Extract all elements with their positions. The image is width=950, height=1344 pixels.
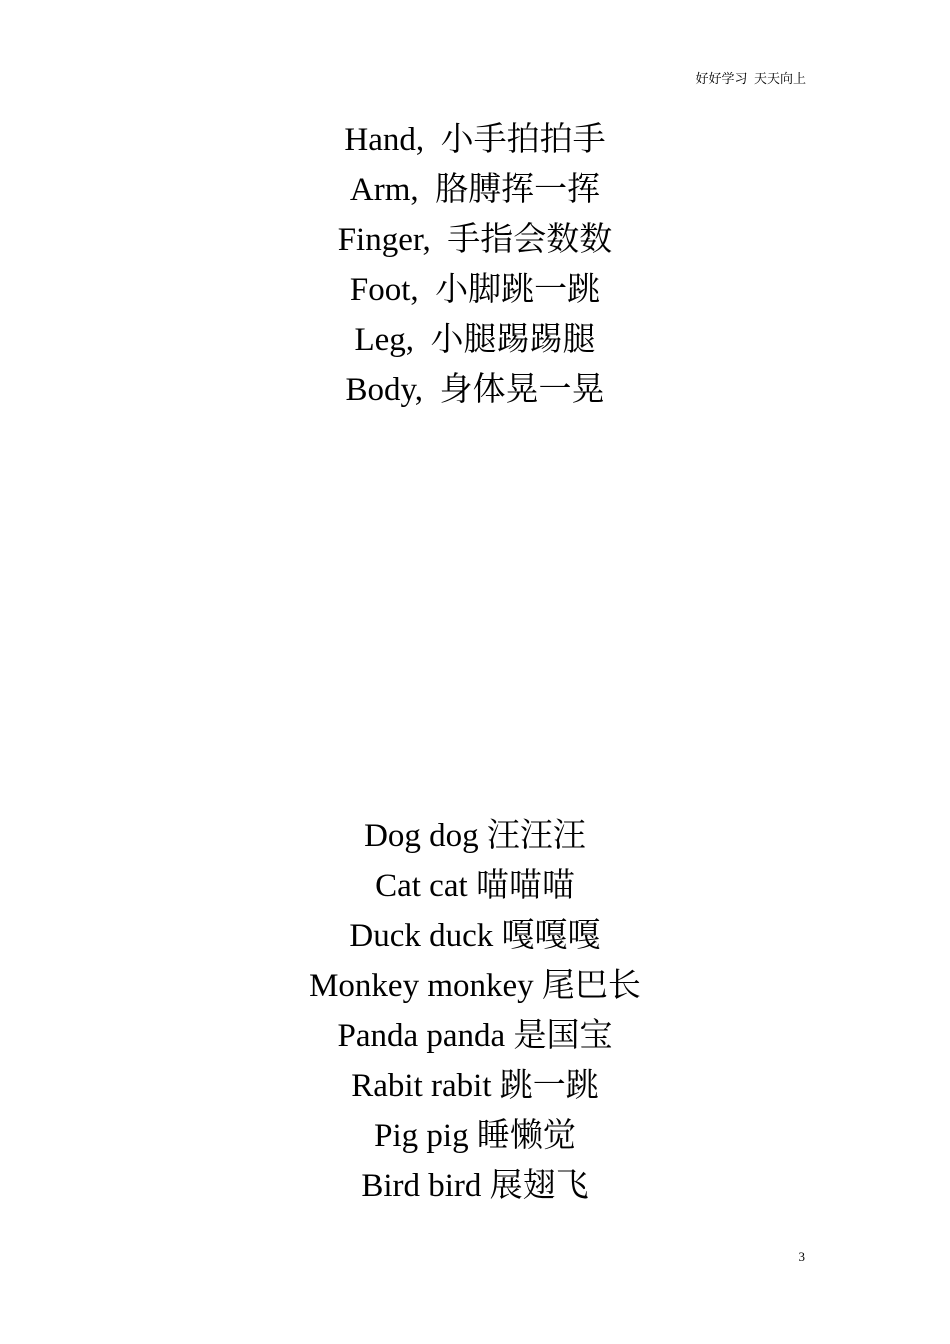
rhyme-line-pig: Pig pig 睡懒觉 [374, 1118, 576, 1154]
rhyme-line-arm: Arm, 胳膊挥一挥 [349, 172, 601, 208]
rhyme-line-duck: Duck duck 嘎嘎嘎 [349, 918, 601, 954]
rhyme-line-finger: Finger, 手指会数数 [337, 222, 613, 258]
rhyme-line-cat: Cat cat 喵喵喵 [375, 868, 575, 904]
rhyme-line-leg: Leg, 小腿踢踢腿 [354, 322, 596, 358]
rhyme-line-foot: Foot, 小脚跳一跳 [349, 272, 601, 308]
rhyme-line-monkey: Monkey monkey 尾巴长 [309, 968, 641, 1004]
body-parts-rhyme [0, 115, 950, 415]
animals-rhyme [0, 811, 950, 1211]
rhyme-line-dog: Dog dog 汪汪汪 [364, 818, 586, 854]
page-number: 3 [798, 1249, 805, 1264]
header-motto: 好好学习 天天向上 [695, 71, 806, 86]
rhyme-line-hand: Hand, 小手拍拍手 [344, 122, 606, 158]
rhyme-line-rabit: Rabit rabit 跳一跳 [351, 1068, 599, 1104]
rhyme-line-body: Body, 身体晃一晃 [345, 372, 605, 408]
rhyme-line-panda: Panda panda 是国宝 [337, 1018, 613, 1054]
rhyme-line-bird: Bird bird 展翅飞 [361, 1168, 589, 1204]
